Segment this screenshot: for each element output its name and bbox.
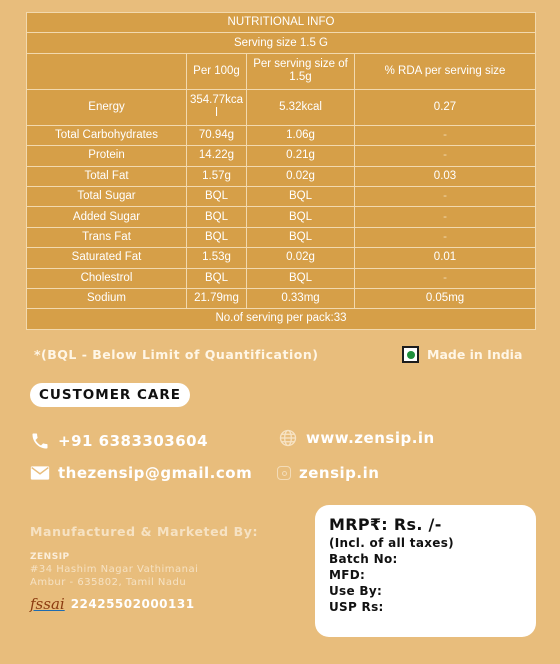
- table-row: [27, 248, 536, 268]
- table-row: [27, 89, 536, 125]
- nutrient-name: Sodium: [27, 288, 187, 308]
- per-serving-value: BQL: [247, 227, 355, 247]
- rda-value: -: [355, 186, 536, 206]
- per-serving-value: 5.32kcal: [247, 89, 355, 125]
- phone-number: +91 6383303604: [58, 432, 209, 450]
- batch-label: Batch No:: [329, 552, 398, 566]
- fssai-number: 22425502000131: [70, 597, 195, 611]
- per-100g-value: BQL: [187, 268, 247, 288]
- serving-size: Serving size 1.5 G: [27, 33, 536, 53]
- rda-value: 0.05mg: [355, 288, 536, 308]
- phone-contact[interactable]: [30, 431, 208, 451]
- table-row: [27, 227, 536, 247]
- table-row: [27, 166, 536, 186]
- per-100g-value: BQL: [187, 186, 247, 206]
- per-100g-value: 354.77kcal: [187, 89, 247, 125]
- table-row: [27, 288, 536, 308]
- per-serving-value: 0.02g: [247, 248, 355, 268]
- email-contact[interactable]: [30, 464, 252, 482]
- instagram-contact[interactable]: [277, 464, 379, 482]
- header-cell: Per 100g: [187, 53, 247, 89]
- mfd-label: MFD:: [329, 568, 366, 582]
- instagram-handle: zensip.in: [299, 464, 380, 482]
- mrp-label: MRP₹: Rs. /-: [329, 515, 442, 534]
- mail-icon: [30, 465, 50, 481]
- per-100g-value: BQL: [187, 227, 247, 247]
- nutrient-name: Total Carbohydrates: [27, 125, 187, 145]
- use-by-label: Use By:: [329, 584, 383, 598]
- manufacturer-title: Manufactured & Marketed By:: [30, 524, 259, 539]
- fssai-license: [30, 595, 195, 613]
- website-url: www.zensip.in: [306, 429, 435, 447]
- table-row: [27, 268, 536, 288]
- rda-value: 0.27: [355, 89, 536, 125]
- per-100g-value: 70.94g: [187, 125, 247, 145]
- customer-care-label: CUSTOMER CARE: [30, 383, 190, 407]
- header-cell: [27, 53, 187, 89]
- per-serving-value: 0.33mg: [247, 288, 355, 308]
- per-serving-value: BQL: [247, 186, 355, 206]
- nutrient-name: Total Sugar: [27, 186, 187, 206]
- per-serving-value: BQL: [247, 268, 355, 288]
- per-serving-value: 0.21g: [247, 146, 355, 166]
- table-footer-row: [27, 309, 536, 329]
- taxes-note: (Incl. of all taxes): [329, 536, 454, 550]
- rda-value: 0.01: [355, 248, 536, 268]
- header-cell: Per serving size of 1.5g: [247, 53, 355, 89]
- nutrition-table: [26, 12, 536, 330]
- manufacturer-address-line1: #34 Hashim Nagar Vathimanai: [30, 564, 199, 575]
- per-serving-value: 1.06g: [247, 125, 355, 145]
- rda-value: -: [355, 146, 536, 166]
- manufacturer-name: ZENSIP: [30, 552, 70, 562]
- table-row: [27, 186, 536, 206]
- globe-icon: [278, 428, 298, 448]
- nutrient-name: Trans Fat: [27, 227, 187, 247]
- rda-value: -: [355, 207, 536, 227]
- per-100g-value: 14.22g: [187, 146, 247, 166]
- per-100g-value: 1.57g: [187, 166, 247, 186]
- nutrient-name: Saturated Fat: [27, 248, 187, 268]
- per-100g-value: BQL: [187, 207, 247, 227]
- instagram-icon: [277, 466, 291, 480]
- rda-value: -: [355, 268, 536, 288]
- per-serving-value: BQL: [247, 207, 355, 227]
- per-100g-value: 21.79mg: [187, 288, 247, 308]
- nutrient-name: Cholestrol: [27, 268, 187, 288]
- made-in-india-label: Made in India: [427, 347, 523, 362]
- table-row: [27, 146, 536, 166]
- bql-note: *(BQL - Below Limit of Quantification): [34, 347, 319, 362]
- per-serving-value: 0.02g: [247, 166, 355, 186]
- rda-value: -: [355, 227, 536, 247]
- table-row: [27, 125, 536, 145]
- table-row: [27, 207, 536, 227]
- veg-mark-icon: [402, 346, 419, 363]
- pricing-box: [315, 505, 536, 637]
- servings-per-pack: No.of serving per pack:33: [27, 309, 536, 329]
- nutrient-name: Total Fat: [27, 166, 187, 186]
- serving-size-row: [27, 33, 536, 53]
- header-cell: % RDA per serving size: [355, 53, 536, 89]
- rda-value: -: [355, 125, 536, 145]
- nutrient-name: Protein: [27, 146, 187, 166]
- email-address: thezensip@gmail.com: [58, 464, 253, 482]
- nutrient-name: Energy: [27, 89, 187, 125]
- rda-value: 0.03: [355, 166, 536, 186]
- table-title-row: [27, 13, 536, 33]
- manufacturer-address-line2: Ambur - 635802, Tamil Nadu: [30, 577, 187, 588]
- made-in-india: [402, 346, 522, 363]
- table-title: NUTRITIONAL INFO: [27, 13, 536, 33]
- nutrient-name: Added Sugar: [27, 207, 187, 227]
- usp-label: USP Rs:: [329, 600, 384, 614]
- per-100g-value: 1.53g: [187, 248, 247, 268]
- website-contact[interactable]: [278, 428, 435, 448]
- phone-icon: [30, 431, 50, 451]
- table-header-row: [27, 53, 536, 89]
- fssai-logo: fssai: [30, 595, 65, 613]
